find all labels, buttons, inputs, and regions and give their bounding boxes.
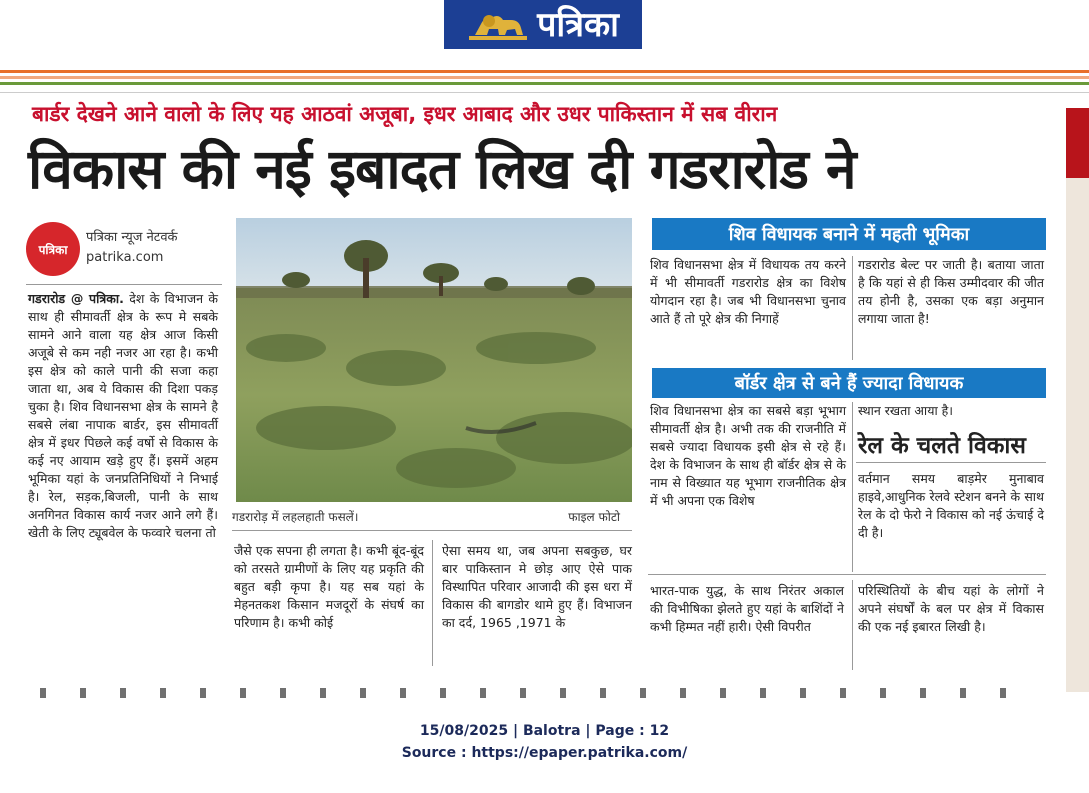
byline-divider xyxy=(26,284,222,285)
green-stripe xyxy=(0,82,1089,85)
column-divider-2-3 xyxy=(432,540,433,666)
adjacent-article-edge xyxy=(1066,108,1089,178)
rail-heading-rule xyxy=(856,462,1046,463)
field-photo xyxy=(236,218,632,502)
byline xyxy=(86,228,178,268)
dateline: गडरारोड @ पत्रिका. xyxy=(28,291,124,306)
footer-date-edition: 15/08/2025 | Balotra | Page : 12 xyxy=(419,723,670,739)
headline: विकास की नई इबादत लिख दी गडरारोड ने xyxy=(28,137,856,201)
column-3: ऐसा समय था, जब अपना सबकुछ, घर बार पाकिस्तान मे छोड़ आए ऐसे पाक विस्थापित परिवार आजादी की इस धरा में विकास की बागडोर थामे हुए हैं। विभाजन का दर्द, 1965 ,1971 के xyxy=(442,543,632,630)
lower-section-rule xyxy=(648,574,1046,575)
section-2-right: स्थान रखता आया है। xyxy=(858,403,954,418)
rail-body: वर्तमान समय बाड़मेर मुनाबाव हाइवे,आधुनिक रेलवे स्टेशन बनने के साथ रेल के दो फेरो ने विकास को नई ऊंचाई दे दी है। xyxy=(858,471,1044,540)
kicker-line: बार्डर देखने आने वालो के लिए यह आठवां अजूबा, इधर आबाद और उधर पाकिस्तान में सब वीरान xyxy=(32,102,778,126)
orange-stripe-thin xyxy=(0,76,1089,79)
section-2-heading: बॉर्डर क्षेत्र से बने हैं ज्यादा विधायक xyxy=(652,368,1046,398)
masthead-logo xyxy=(444,0,642,49)
photo-caption-row xyxy=(232,508,628,528)
byline-site: patrika.com xyxy=(86,250,164,265)
section-1-divider xyxy=(852,256,853,360)
section-2-left: शिव विधानसभा क्षेत्र का सबसे बड़ा भूभाग सीमावर्ती क्षेत्र है। अभी तक की राजनीति में सबसे ज्यादा विधायक इसी क्षेत्र से रहे हैं। देश के विभाजन के साथ ही बॉर्डर क्षेत्र से के नाम से विख्यात यह भूभाग राजनीतिक क्षेत्र में भी अपना एक विशेष xyxy=(650,403,846,508)
photo-credit: फाइल फोटो xyxy=(568,510,620,524)
lion-emblem-icon xyxy=(467,8,529,42)
masthead-name: पत्रिका xyxy=(537,4,619,45)
orange-stripe xyxy=(0,70,1089,73)
section-2-divider xyxy=(852,402,853,572)
photo-caption: गडरारोड़ में लहलहाती फसलें। xyxy=(232,510,359,524)
section-1-heading: शिव विधायक बनाने में महती भूमिका xyxy=(652,218,1046,250)
rail-heading: रेल के चलते विकास xyxy=(858,433,1026,459)
section-1-left: शिव विधानसभा क्षेत्र में विधायक तय करने में भी सीमावर्ती गडरारोड क्षेत्र का विशेष योगदान रहा है। जब भी विधानसभा चुनाव आते हैं तो पूरे क्षेत्र की निगाहें xyxy=(650,257,846,326)
column-1-body: देश के विभाजन के साथ ही सीमावर्ती क्षेत्र के रूप मे सबके सामने आने वाला यह क्षेत्र आज किसी अजूबे से कम नही नजर आ रहा है। कभी इस क्षेत्र को काले पानी की सजा कहा जाता था, अब ये विकास की दिशा पकड़ चुका है। शिव विधानसभा क्षेत्र के सामने है सबसे लंबा नापाक बार्डर, इस सीमावर्ती क्षेत्र में इधर पिछले कई वर्षो से विकास के कई नए आयाम खड़े हुए हैं। इसमें अहम भूमिका यहां के जनप्रतिनिधियों ने निभाई है। रेल, सड़क,बिजली, पानी के साथ अनगिनत विकास कार्य नजर आने लगे हैं। खेती के लिए ट्यूबवेल के फव्वारे चलना तो xyxy=(28,291,218,540)
byline-agency: पत्रिका न्यूज नेटवर्क xyxy=(86,230,178,245)
page-footer xyxy=(0,720,1089,764)
page-edge xyxy=(1066,178,1089,692)
column-4: भारत-पाक युद्ध, के साथ निरंतर अकाल की विभीषिका झेलते हुए यहां के बाशिंदों ने कभी हिम्मत नहीं हारी। ऐसी विपरीत xyxy=(650,583,844,634)
caption-divider xyxy=(232,530,632,531)
footer-source: Source : https://epaper.patrika.com/ xyxy=(401,745,688,761)
column-divider-4-5 xyxy=(852,580,853,670)
column-5: परिस्थितियों के बीच यहां के लोगों ने अपने संघर्षों के बल पर क्षेत्र में विकास की एक नई इबारत लिखी है। xyxy=(858,583,1044,634)
section-1-right: गडरारोड बेल्ट पर जाती है। बताया जाता है कि यहां से ही किस उम्मीदवार की जीत तय होनी है, उसका एक बड़ा अनुमान लगाया जाता है! xyxy=(858,257,1044,326)
cropped-next-line xyxy=(40,688,1040,698)
column-1 xyxy=(28,290,218,542)
column-2: जैसे एक सपना ही लगता है। कभी बूंद-बूंद को तरसते ग्रामीणों के लिए यह प्रकृति की बहुत बड़ी कृपा है। यह सब यहां के मेहनतकश किसान मजदूरों के संघर्ष का परिणाम है। कभी कोई xyxy=(234,543,424,630)
patrika-badge: पत्रिका xyxy=(26,222,80,276)
